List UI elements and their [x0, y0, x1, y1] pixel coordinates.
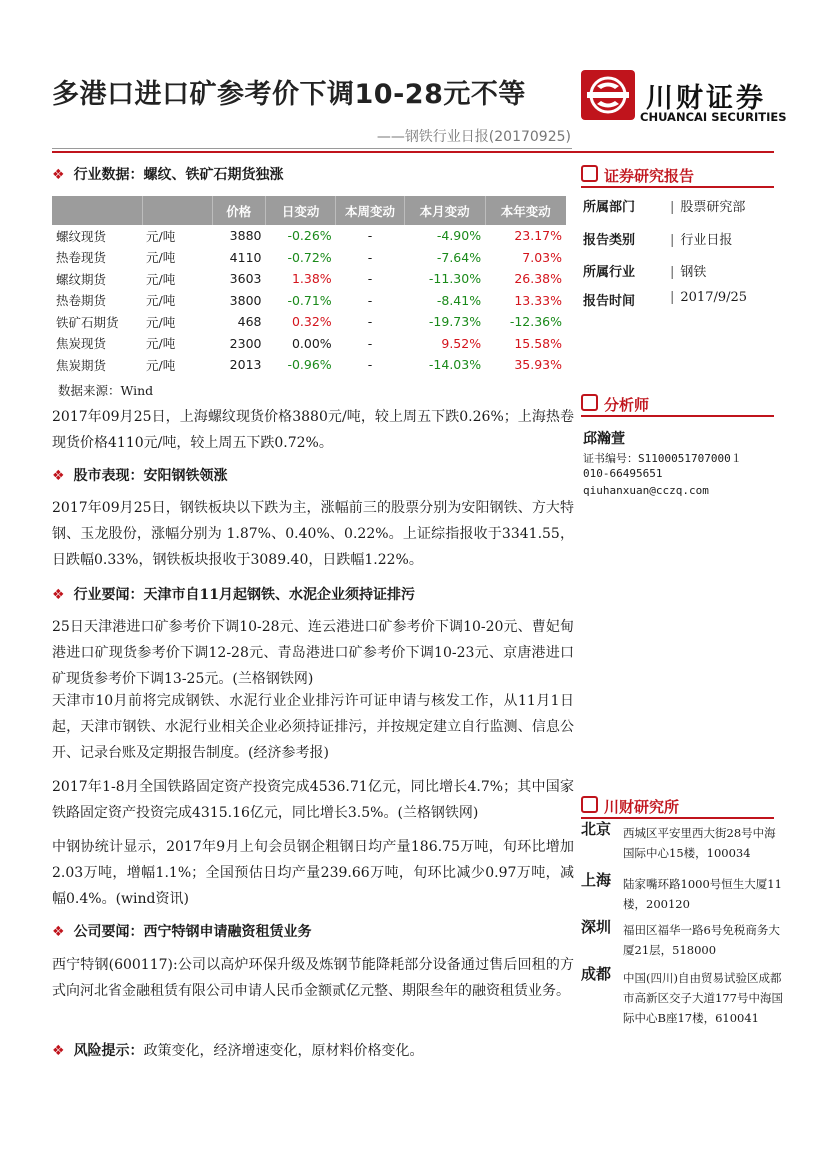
header-red-divider	[52, 151, 774, 153]
market-paragraph: 2017年09月25日，钢铁板块以下跌为主，涨幅前三的股票分别为安阳钢铁、方大特钢、玉龙股份，涨幅分别为 1.87%、0.40%、0.22%。上证综指报收于3341.55，日跌幅0.33%，钢铁板块报收于3089.40，日跌幅1.22%。	[52, 500, 574, 568]
info-value-industry-text: 钢铁	[680, 265, 707, 280]
row-price: 3880	[229, 228, 262, 244]
info-label-industry: 所属行业	[583, 265, 636, 280]
table-row	[52, 268, 566, 290]
row-name: 焦炭期货	[56, 357, 107, 373]
row-month-change: -11.30%	[428, 271, 482, 287]
table-header-row	[52, 196, 566, 225]
row-week-change: -	[367, 335, 373, 351]
row-price: 3800	[229, 292, 262, 308]
row-month-change: -8.41%	[436, 292, 482, 308]
row-day-change: -0.26%	[287, 228, 332, 244]
info-value-type: | 行业日报	[670, 233, 733, 248]
row-unit: 元/吨	[146, 314, 176, 330]
office-address-shenzhen: 福田区福华一路6号免税商务大厦21层，518000	[623, 923, 780, 957]
report-subtitle: ——钢铁行业日报(20170925)	[376, 129, 571, 145]
row-year-change: -12.36%	[509, 314, 562, 330]
row-week-change: -	[367, 228, 373, 244]
news-paragraph-1: 25日天津港进口矿参考价下调10-28元、连云港进口矿参考价下调10-20元、曹妃甸港进口矿现货参考价下调12-28元、青岛港进口矿参考价下调10-23元、京唐港进口矿现货参考价下调13-25元。(兰格钢铁网)	[52, 619, 574, 687]
analyst-phone: 010-66495651	[583, 467, 663, 480]
table-header-month: 本月变动	[404, 196, 485, 225]
row-price: 2013	[229, 357, 262, 373]
row-year-change: 7.03%	[522, 249, 562, 265]
diamond-bullet-icon: ❖	[52, 924, 65, 940]
chuancai-logo-icon	[581, 70, 635, 120]
row-unit: 元/吨	[146, 357, 176, 373]
row-name: 热卷现货	[56, 250, 107, 266]
news-paragraph-3: 2017年1-8月全国铁路固定资产投资完成4536.71亿元，同比增长4.7%；其中国家铁路固定资产投资完成4315.16亿元，同比增长3.5%。(兰格钢铁网)	[52, 779, 574, 821]
row-year-change: 23.17%	[514, 228, 562, 244]
analyst-heading	[581, 393, 649, 415]
row-week-change: -	[367, 249, 373, 265]
info-value-industry: | 钢铁	[670, 265, 707, 280]
data-source: 数据来源：Wind	[58, 383, 154, 398]
institute-heading-text: 川财研究所	[604, 798, 680, 816]
institute-heading	[581, 795, 679, 817]
diamond-bullet-icon: ❖	[52, 587, 65, 603]
industry-paragraph: 2017年09月25日，上海螺纹现货价格3880元/吨，较上周五下跌0.26%；上海热卷现货价格4110元/吨，较上周五下跌0.72%。	[52, 409, 574, 451]
table-header-day: 日变动	[265, 196, 335, 225]
table-header-year: 本年变动	[485, 196, 566, 225]
table-row	[52, 311, 566, 333]
row-price: 3603	[229, 271, 262, 287]
market-heading	[52, 465, 228, 485]
row-year-change: 15.58%	[514, 335, 562, 351]
row-price: 2300	[229, 335, 262, 351]
section-icon	[581, 796, 598, 813]
row-week-change: -	[367, 314, 373, 330]
row-month-change: 9.52%	[441, 335, 482, 351]
price-table	[52, 196, 566, 376]
news-paragraph-4: 中钢协统计显示，2017年9月上旬会员钢企粗钢日均产量186.75万吨，旬环比增加2.03万吨，增幅1.1%；全国预估日均产量239.66万吨，旬环比减少0.97万吨，减幅0.4%。(wind资讯)	[52, 839, 574, 907]
row-day-change: 1.38%	[291, 271, 332, 287]
report-title: 多港口进口矿参考价下调10-28元不等	[52, 79, 526, 110]
diamond-bullet-icon: ❖	[52, 1043, 65, 1059]
row-day-change: -0.96%	[287, 357, 332, 373]
row-unit: 元/吨	[146, 228, 176, 244]
office-address-chengdu: 中国(四川)自由贸易试验区成都市高新区交子大道177号中海国际中心B座17楼，610041	[623, 971, 783, 1025]
table-header-cell	[52, 196, 142, 225]
news-heading-text: 行业要闻：天津市自11月起钢铁、水泥企业须持证排污	[73, 587, 416, 603]
report-heading	[581, 164, 694, 186]
analyst-name: 邱瀚萱	[583, 431, 625, 447]
section-icon	[581, 394, 598, 411]
office-city-shenzhen: 深圳	[581, 918, 612, 936]
table-row	[52, 225, 566, 247]
header-divider	[52, 148, 572, 149]
table-row	[52, 354, 566, 376]
news-heading	[52, 584, 415, 604]
office-address-shanghai: 陆家嘴环路1000号恒生大厦11楼，200120	[623, 877, 782, 911]
row-price: 4110	[229, 249, 262, 265]
row-unit: 元/吨	[146, 250, 176, 266]
info-value-dept-text: 股票研究部	[680, 200, 746, 215]
info-value-dept: | 股票研究部	[670, 200, 746, 215]
section-icon	[581, 165, 598, 182]
info-value-date: | 2017/9/25	[670, 290, 748, 305]
analyst-cert: 证书编号：S1100051707000１	[583, 452, 742, 465]
row-week-change: -	[367, 357, 373, 373]
sidebar-divider	[581, 415, 774, 417]
row-week-change: -	[367, 271, 373, 287]
row-month-change: -4.90%	[436, 228, 482, 244]
row-name: 螺纹现货	[56, 228, 107, 244]
info-label-date: 报告时间	[583, 294, 636, 309]
row-year-change: 35.93%	[514, 357, 562, 373]
diamond-bullet-icon: ❖	[52, 468, 65, 484]
analyst-email[interactable]: qiuhanxuan@cczq.com	[583, 484, 709, 497]
table-header-cell	[142, 196, 212, 225]
news-paragraph-2: 天津市10月前将完成钢铁、水泥行业企业排污许可证申请与核发工作，从11月1日起，天津市钢铁、水泥行业相关企业必须持证排污，并按规定建立自行监测、信息公开、记录台账及定期报告制度。(经济参考报)	[52, 693, 574, 761]
table-row	[52, 290, 566, 312]
row-name: 螺纹期货	[56, 271, 107, 287]
row-day-change: -0.71%	[287, 292, 332, 308]
office-city-chengdu: 成都	[581, 965, 612, 983]
brand-name-en: CHUANCAI SECURITIES	[640, 110, 787, 124]
row-year-change: 13.33%	[514, 292, 562, 308]
info-label-dept: 所属部门	[583, 200, 636, 215]
row-month-change: -19.73%	[428, 314, 482, 330]
analyst-heading-text: 分析师	[604, 396, 650, 414]
brand-name-cn: 川财证券	[646, 83, 766, 114]
row-name: 铁矿石期货	[56, 314, 119, 330]
row-month-change: -7.64%	[436, 249, 482, 265]
row-day-change: 0.32%	[291, 314, 332, 330]
row-year-change: 26.38%	[514, 271, 562, 287]
table-header-week: 本周变动	[336, 196, 405, 225]
info-value-date-text: 2017/9/25	[680, 290, 748, 305]
row-week-change: -	[367, 292, 373, 308]
office-city-shanghai: 上海	[581, 871, 612, 889]
company-heading	[52, 921, 312, 941]
row-name: 焦炭现货	[56, 336, 107, 352]
row-month-change: -14.03%	[428, 357, 482, 373]
row-name: 热卷期货	[56, 293, 107, 309]
market-heading-text: 股市表现：安阳钢铁领涨	[73, 468, 228, 484]
row-day-change: -0.72%	[287, 249, 332, 265]
industry-data-heading	[52, 164, 284, 184]
report-heading-text: 证券研究报告	[604, 167, 695, 185]
row-price: 468	[237, 314, 262, 330]
diamond-bullet-icon: ❖	[52, 167, 65, 183]
industry-data-heading-text: 行业数据：螺纹、铁矿石期货独涨	[73, 167, 284, 183]
sidebar-divider	[581, 186, 774, 188]
office-address-beijing: 西城区平安里西大街28号中海国际中心15楼，100034	[623, 826, 776, 860]
table-header-price: 价格	[212, 196, 265, 225]
company-heading-text: 公司要闻：西宁特钢申请融资租赁业务	[73, 924, 312, 940]
info-label-type: 报告类别	[583, 233, 636, 248]
info-value-type-text: 行业日报	[680, 233, 733, 248]
office-city-beijing: 北京	[581, 820, 612, 838]
row-unit: 元/吨	[146, 336, 176, 352]
risk-text: 政策变化，经济增速变化，原材料价格变化。	[143, 1043, 424, 1059]
table-row	[52, 247, 566, 269]
risk-line	[52, 1040, 424, 1060]
row-unit: 元/吨	[146, 293, 176, 309]
row-day-change: 0.00%	[291, 335, 332, 351]
company-paragraph: 西宁特钢(600117):公司以高炉环保升级及炼钢节能降耗部分设备通过售后回租的方式向河北省金融租赁有限公司申请人民币金额贰亿元整、期限叁年的融资租赁业务。	[52, 957, 574, 999]
table-row	[52, 333, 566, 355]
risk-label: 风险提示：	[73, 1043, 144, 1059]
row-unit: 元/吨	[146, 271, 176, 287]
